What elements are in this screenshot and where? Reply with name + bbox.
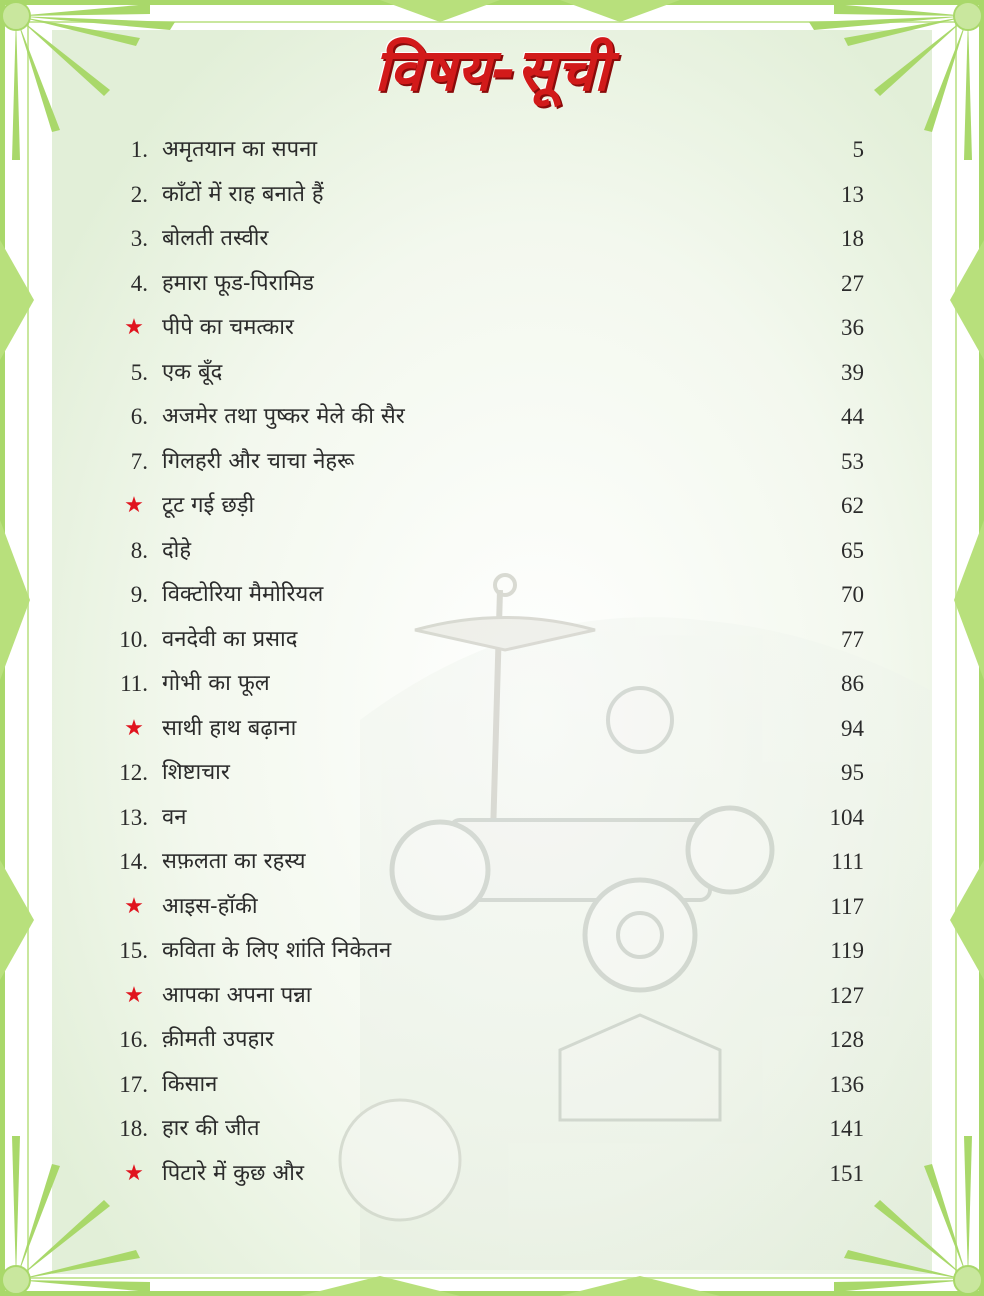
toc-entry-page: 119 [830,938,864,963]
toc-entry-title: विक्टोरिया मैमोरियल [162,582,324,607]
toc-entry[interactable] [92,840,872,885]
toc-entry[interactable] [92,217,872,262]
toc-entry-number: 3. [130,226,148,251]
star-icon: ★ [124,1160,144,1186]
toc-entry[interactable] [92,440,872,485]
toc-entry-number: 1. [130,137,148,162]
toc-entry-page: 27 [841,270,864,296]
toc-entry[interactable] [92,707,872,752]
toc-entry-page: 111 [831,849,864,874]
toc-entry-number: 18. [119,1116,148,1141]
toc-entry[interactable] [92,1152,872,1197]
toc-entry-number: 2. [130,181,148,207]
toc-entry[interactable] [92,618,872,663]
toc-entry-number: 10. [119,626,148,652]
toc-entry-page: 104 [829,804,864,830]
toc-entry-title: आइस-हॉकी [162,893,258,919]
toc-entry-number: 7. [130,448,148,474]
toc-entry-title: सफ़लता का रहस्य [162,849,306,874]
toc-entry-title: कविता के लिए शांति निकेतन [162,938,392,963]
star-icon: ★ [124,715,144,741]
toc-entry-title: टूट गई छड़ी [162,493,255,518]
toc-entry-title: हार की जीत [162,1116,260,1141]
toc-entry-page: 5 [852,137,864,162]
toc-entry-title: गोभी का फूल [162,671,270,696]
toc-entry-title: काँटों में राह बनाते हैं [162,181,324,207]
toc-entry-number: 6. [130,404,148,429]
star-icon: ★ [124,893,144,919]
toc-entry-number: 15. [119,938,148,963]
toc-entry-page: 13 [841,181,864,207]
toc-entry-number: 5. [130,359,148,385]
toc-entry-title: पीपे का चमत्कार [162,315,294,340]
toc-entry-title: गिलहरी और चाचा नेहरू [162,448,355,474]
toc-entry[interactable] [92,796,872,841]
toc-entry-page: 18 [841,226,864,251]
toc-entry-title: किसान [162,1071,218,1097]
toc-entry[interactable] [92,484,872,529]
toc-entry[interactable] [92,306,872,351]
toc-entry-title: एक बूँद [162,359,223,385]
table-of-contents [92,128,872,1196]
toc-entry-title: दोहे [162,537,192,563]
toc-entry-title: आपका अपना पन्ना [162,982,312,1008]
toc-entry-page: 117 [830,893,864,919]
toc-entry-title: बोलती तस्वीर [162,226,269,251]
toc-entry[interactable] [92,1063,872,1108]
toc-entry-title: पिटारे में कुछ और [162,1160,304,1186]
toc-entry-number: 14. [119,849,148,874]
toc-entry-page: 151 [829,1160,864,1186]
toc-entry-number: 12. [119,760,148,785]
toc-entry-number: 4. [130,270,148,296]
toc-entry-page: 65 [841,537,864,563]
toc-entry-page: 141 [829,1116,864,1141]
toc-entry[interactable] [92,751,872,796]
toc-entry-page: 39 [841,359,864,385]
toc-entry-page: 62 [841,493,864,518]
toc-entry-page: 36 [841,315,864,340]
toc-entry-page: 53 [841,448,864,474]
toc-entry[interactable] [92,929,872,974]
toc-entry-title: क़ीमती उपहार [162,1027,274,1052]
toc-entry[interactable] [92,974,872,1019]
toc-entry[interactable] [92,262,872,307]
toc-entry-number: 8. [130,537,148,563]
toc-entry-title: शिष्टाचार [162,760,230,785]
toc-entry-page: 94 [841,715,864,741]
star-icon: ★ [124,315,144,340]
toc-entry[interactable] [92,173,872,218]
toc-entry[interactable] [92,395,872,440]
toc-entry-title: हमारा फूड-पिरामिड [162,270,314,296]
toc-entry-page: 70 [841,582,864,607]
toc-entry-number: 11. [120,671,148,696]
toc-entry-page: 44 [841,404,864,429]
toc-entry[interactable] [92,529,872,574]
toc-entry-page: 95 [841,760,864,785]
toc-entry-title: वनदेवी का प्रसाद [162,626,298,652]
toc-entry-title: अमृतयान का सपना [162,137,318,162]
toc-entry-page: 127 [829,982,864,1008]
toc-entry-number: 13. [119,804,148,830]
star-icon: ★ [124,982,144,1008]
toc-entry-page: 77 [841,626,864,652]
toc-entry-title: अजमेर तथा पुष्कर मेले की सैर [162,404,405,429]
toc-entry[interactable] [92,128,872,173]
toc-entry[interactable] [92,573,872,618]
toc-entry-page: 136 [829,1071,864,1097]
toc-entry[interactable] [92,1018,872,1063]
toc-entry-number: 17. [119,1071,148,1097]
page-title: विषय-सूची [374,36,610,104]
star-icon: ★ [124,493,144,518]
toc-entry[interactable] [92,662,872,707]
toc-entry-title: साथी हाथ बढ़ाना [162,715,297,741]
toc-entry-page: 86 [841,671,864,696]
toc-entry-page: 128 [829,1027,864,1052]
toc-entry[interactable] [92,1107,872,1152]
toc-entry-title: वन [162,804,187,830]
toc-entry[interactable] [92,885,872,930]
toc-entry[interactable] [92,351,872,396]
toc-entry-number: 9. [130,582,148,607]
toc-entry-number: 16. [119,1027,148,1052]
